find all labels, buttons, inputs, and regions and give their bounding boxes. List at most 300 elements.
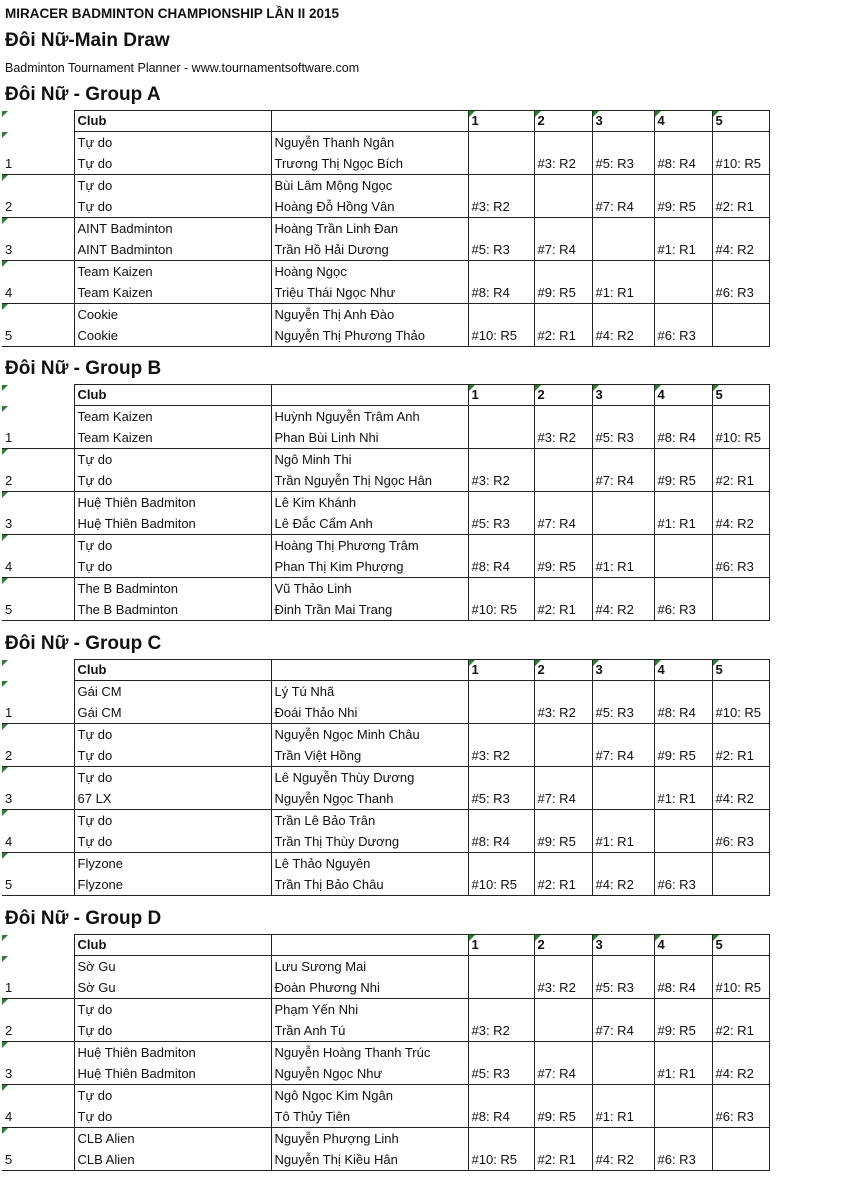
player-name: Trần Nguyễn Thị Ngọc Hân [271,470,468,492]
match-cell: #8: R4 [468,1085,534,1128]
match-cell: #2: R1 [712,175,769,218]
club-cell: Tự do [74,999,271,1021]
player-name: Đoàn Phương Nhi [271,977,468,999]
match-cell: #9: R5 [654,999,712,1042]
match-cell [592,1042,654,1085]
cell-marker-icon [2,660,8,666]
club-cell: Tự do [74,767,271,789]
player-name: Hoàng Thị Phương Trâm [271,535,468,557]
table-row [2,956,769,978]
match-cell: #8: R4 [654,406,712,449]
match-cell: #7: R4 [534,1042,592,1085]
match-cell: #2: R1 [712,724,769,767]
table-row [2,1042,769,1064]
cell-marker-icon [2,1085,8,1091]
match-cell [592,492,654,535]
cell-marker-icon [2,111,8,117]
header-round-2 [534,385,592,406]
match-cell: #8: R4 [654,956,712,999]
seed-marker-cell [2,724,74,746]
player-name: Ngô Minh Thi [271,449,468,471]
table-row [2,261,769,283]
cell-marker-icon [2,810,8,816]
match-cell: #4: R2 [592,1128,654,1171]
match-cell: #9: R5 [534,261,592,304]
cell-marker-icon [2,767,8,773]
player-name: Trần Lê Bảo Trân [271,810,468,832]
header-round-5-label: 5 [715,937,723,952]
seed-number: 2 [2,470,74,492]
match-cell: #1: R1 [592,261,654,304]
cell-marker-icon [593,660,599,666]
header-round-3 [592,385,654,406]
header-round-3 [592,111,654,132]
club-cell: Tự do [74,831,271,853]
match-cell [654,535,712,578]
seed-number: 1 [2,427,74,449]
cell-marker-icon [2,1128,8,1134]
club-cell: 67 LX [74,788,271,810]
match-cell: #3: R2 [534,956,592,999]
cell-marker-icon [713,385,719,391]
match-cell: #10: R5 [468,853,534,896]
cell-marker-icon [2,261,8,267]
cell-marker-icon [469,385,475,391]
match-cell: #5: R3 [468,492,534,535]
match-cell [534,449,592,492]
player-name: Trương Thị Ngọc Bích [271,153,468,175]
cell-marker-icon [535,111,541,117]
club-cell: Tự do [74,153,271,175]
header-club-label: Club [77,113,107,128]
table-row [2,175,769,197]
club-cell: Team Kaizen [74,427,271,449]
match-cell: #10: R5 [712,132,769,175]
player-name: Phan Thị Kim Phượng [271,556,468,578]
header-round-5-label: 5 [715,113,723,128]
player-name: Nguyễn Thị Kiều Hân [271,1149,468,1171]
match-cell: #3: R2 [534,406,592,449]
club-cell: Tự do [74,175,271,197]
club-cell: Huệ Thiên Badmiton [74,1063,271,1085]
seed-marker-cell [2,1085,74,1107]
match-cell [712,1128,769,1171]
match-cell: #4: R2 [592,578,654,621]
match-cell: #6: R3 [712,535,769,578]
cell-marker-icon [2,999,8,1005]
club-cell: Team Kaizen [74,261,271,283]
table-header-row [2,111,769,132]
club-cell: Flyzone [74,874,271,896]
header-club-label: Club [77,662,107,677]
seed-marker-cell [2,681,74,703]
club-cell: Tự do [74,196,271,218]
match-cell: #3: R2 [534,681,592,724]
player-name: Triệu Thái Ngọc Như [271,282,468,304]
cell-marker-icon [535,935,541,941]
match-cell: #6: R3 [654,1128,712,1171]
club-cell: Huệ Thiên Badmiton [74,1042,271,1064]
match-cell: #8: R4 [654,132,712,175]
header-round-3-label: 3 [595,387,603,402]
player-name: Lê Nguyễn Thùy Dương [271,767,468,789]
seed-number: 2 [2,196,74,218]
match-cell: #7: R4 [534,492,592,535]
match-cell: #1: R1 [592,535,654,578]
header-seed-cell [2,385,74,406]
club-cell: Gái CM [74,702,271,724]
table-row [2,999,769,1021]
club-cell: Cookie [74,304,271,326]
club-cell: CLB Alien [74,1128,271,1150]
cell-marker-icon [655,660,661,666]
match-cell: #3: R2 [468,449,534,492]
club-cell: CLB Alien [74,1149,271,1171]
club-cell: AINT Badminton [74,239,271,261]
match-cell: #7: R4 [592,999,654,1042]
player-name: Nguyễn Ngọc Minh Châu [271,724,468,746]
player-name: Nguyễn Ngọc Thanh [271,788,468,810]
table-row [2,492,769,514]
match-cell: #4: R2 [712,767,769,810]
table-row [2,578,769,600]
match-cell: #10: R5 [712,681,769,724]
seed-number: 3 [2,1063,74,1085]
table-header-row [2,660,769,681]
player-name: Nguyễn Ngọc Như [271,1063,468,1085]
cell-marker-icon [2,449,8,455]
cell-marker-icon [2,304,8,310]
match-cell: #9: R5 [534,535,592,578]
match-cell [654,810,712,853]
cell-marker-icon [2,385,8,391]
match-cell: #8: R4 [468,261,534,304]
header-round-3 [592,935,654,956]
club-cell: Tự do [74,1085,271,1107]
header-club [74,385,271,406]
match-cell [468,956,534,999]
group-table [2,384,770,621]
match-cell: #1: R1 [654,218,712,261]
seed-marker-cell [2,810,74,832]
match-cell: #4: R2 [712,492,769,535]
seed-number: 4 [2,556,74,578]
seed-number: 5 [2,1149,74,1171]
match-cell: #7: R4 [592,175,654,218]
cell-marker-icon [2,681,8,687]
club-cell: Team Kaizen [74,406,271,428]
table-header-row [2,935,769,956]
header-round-1 [468,111,534,132]
header-round-4-label: 4 [657,937,665,952]
match-cell: #5: R3 [592,406,654,449]
cell-marker-icon [2,132,8,138]
player-name: Lưu Sương Mai [271,956,468,978]
club-cell: Team Kaizen [74,282,271,304]
header-club [74,111,271,132]
player-name: Hoàng Trần Linh Đan [271,218,468,240]
table-row [2,1128,769,1150]
match-cell: #5: R3 [592,681,654,724]
match-cell: #4: R2 [592,304,654,347]
table-row [2,1085,769,1107]
match-cell: #6: R3 [712,810,769,853]
header-round-1 [468,935,534,956]
header-round-3-label: 3 [595,113,603,128]
cell-marker-icon [469,111,475,117]
match-cell: #10: R5 [468,578,534,621]
header-round-4-label: 4 [657,113,665,128]
match-cell: #2: R1 [712,449,769,492]
player-name: Nguyễn Thị Anh Đào [271,304,468,326]
match-cell: #8: R4 [468,810,534,853]
match-cell: #9: R5 [654,175,712,218]
match-cell: #5: R3 [468,1042,534,1085]
match-cell: #7: R4 [534,767,592,810]
seed-number: 5 [2,599,74,621]
match-cell [592,218,654,261]
header-seed-cell [2,111,74,132]
header-round-2 [534,660,592,681]
seed-marker-cell [2,999,74,1021]
club-cell: Tự do [74,724,271,746]
seed-number: 4 [2,831,74,853]
cell-marker-icon [593,385,599,391]
header-round-5 [712,935,769,956]
seed-marker-cell [2,218,74,240]
table-row [2,681,769,703]
group-title: Đôi Nữ - Group D [5,908,162,929]
seed-marker-cell [2,492,74,514]
seed-number: 4 [2,1106,74,1128]
cell-marker-icon [655,385,661,391]
match-cell: #10: R5 [712,956,769,999]
cell-marker-icon [2,406,8,412]
header-players [271,660,468,681]
header-players [271,111,468,132]
match-cell: #4: R2 [712,1042,769,1085]
club-cell: Huệ Thiên Badmiton [74,492,271,514]
header-club [74,660,271,681]
table-row [2,810,769,832]
match-cell: #10: R5 [468,304,534,347]
cell-marker-icon [2,218,8,224]
cell-marker-icon [2,1042,8,1048]
match-cell [654,1085,712,1128]
group-title: Đôi Nữ - Group B [5,358,162,379]
match-cell [592,767,654,810]
player-name: Ngô Ngọc Kim Ngân [271,1085,468,1107]
match-cell: #6: R3 [654,578,712,621]
match-cell: #5: R3 [468,218,534,261]
seed-number: 1 [2,702,74,724]
header-players [271,385,468,406]
match-cell [534,175,592,218]
seed-marker-cell [2,1128,74,1150]
header-round-4 [654,660,712,681]
player-name: Nguyễn Phượng Linh [271,1128,468,1150]
header-round-4 [654,935,712,956]
player-name: Lê Đắc Cẩm Anh [271,513,468,535]
header-round-5-label: 5 [715,662,723,677]
subtitle: Badminton Tournament Planner - www.tournamentsoftware.com [5,61,360,75]
seed-marker-cell [2,406,74,428]
match-cell: #1: R1 [654,492,712,535]
header-club-label: Club [77,387,107,402]
header-club-label: Club [77,937,107,952]
match-cell: #7: R4 [592,724,654,767]
match-cell: #3: R2 [534,132,592,175]
match-cell: #4: R2 [712,218,769,261]
player-name: Bùi Lâm Mộng Ngọc [271,175,468,197]
group-table [2,659,770,896]
header-round-2-label: 2 [537,662,545,677]
seed-number: 5 [2,325,74,347]
match-cell: #9: R5 [534,810,592,853]
seed-marker-cell [2,1042,74,1064]
player-name: Nguyễn Hoàng Thanh Trúc [271,1042,468,1064]
match-cell: #3: R2 [468,175,534,218]
cell-marker-icon [593,935,599,941]
club-cell: Tự do [74,132,271,154]
player-name: Vũ Thảo Linh [271,578,468,600]
match-cell: #9: R5 [654,449,712,492]
seed-marker-cell [2,578,74,600]
seed-number: 1 [2,153,74,175]
cell-marker-icon [2,724,8,730]
table-row [2,406,769,428]
seed-marker-cell [2,304,74,326]
seed-number: 3 [2,239,74,261]
header-round-4-label: 4 [657,387,665,402]
club-cell: Cookie [74,325,271,347]
cell-marker-icon [469,935,475,941]
seed-marker-cell [2,767,74,789]
match-cell [534,999,592,1042]
match-cell [534,724,592,767]
match-cell [712,578,769,621]
table-row [2,535,769,557]
header-round-5 [712,660,769,681]
match-cell [468,406,534,449]
header-round-5-label: 5 [715,387,723,402]
header-round-1-label: 1 [471,387,479,402]
cell-marker-icon [593,111,599,117]
club-cell: Tự do [74,535,271,557]
match-cell: #7: R4 [592,449,654,492]
player-name: Đoái Thảo Nhi [271,702,468,724]
cell-marker-icon [713,111,719,117]
seed-number: 4 [2,282,74,304]
match-cell: #5: R3 [592,132,654,175]
table-row [2,853,769,875]
player-name: Lê Kim Khánh [271,492,468,514]
header-round-3-label: 3 [595,662,603,677]
club-cell: The B Badminton [74,599,271,621]
group-title: Đôi Nữ - Group C [5,633,162,654]
group-table [2,110,770,347]
group-title: Đôi Nữ - Group A [5,84,161,105]
club-cell: Sờ Gu [74,977,271,999]
player-name: Lê Thảo Nguyên [271,853,468,875]
player-name: Trần Thị Thùy Dương [271,831,468,853]
header-round-1-label: 1 [471,937,479,952]
seed-number: 3 [2,788,74,810]
club-cell: Sờ Gu [74,956,271,978]
table-row [2,218,769,240]
player-name: Đinh Trần Mai Trang [271,599,468,621]
table-row [2,724,769,746]
match-cell: #5: R3 [468,767,534,810]
seed-marker-cell [2,175,74,197]
match-cell: #7: R4 [534,218,592,261]
seed-marker-cell [2,535,74,557]
match-cell: #1: R1 [592,1085,654,1128]
seed-number: 3 [2,513,74,535]
player-name: Trần Thị Bảo Châu [271,874,468,896]
match-cell: #9: R5 [654,724,712,767]
club-cell: The B Badminton [74,578,271,600]
match-cell [654,261,712,304]
match-cell: #2: R1 [534,578,592,621]
seed-number: 1 [2,977,74,999]
seed-marker-cell [2,956,74,978]
player-name: Hoàng Đỗ Hồng Vân [271,196,468,218]
match-cell: #6: R3 [712,1085,769,1128]
cell-marker-icon [2,956,8,962]
table-header-row [2,385,769,406]
cell-marker-icon [713,935,719,941]
table-row [2,767,769,789]
seed-marker-cell [2,853,74,875]
group-table [2,934,770,1171]
match-cell: #2: R1 [534,1128,592,1171]
match-cell: #10: R5 [712,406,769,449]
header-round-1-label: 1 [471,662,479,677]
match-cell: #1: R1 [592,810,654,853]
seed-number: 5 [2,874,74,896]
seed-marker-cell [2,132,74,154]
cell-marker-icon [2,935,8,941]
match-cell: #6: R3 [654,304,712,347]
header-round-2 [534,935,592,956]
club-cell: Flyzone [74,853,271,875]
header-round-2-label: 2 [537,113,545,128]
club-cell: Tự do [74,449,271,471]
player-name: Trần Anh Tú [271,1020,468,1042]
seed-marker-cell [2,449,74,471]
match-cell: #6: R3 [712,261,769,304]
club-cell: Tự do [74,470,271,492]
header-round-2 [534,111,592,132]
match-cell [712,853,769,896]
match-cell: #5: R3 [592,956,654,999]
club-cell: Gái CM [74,681,271,703]
player-name: Nguyễn Thanh Ngân [271,132,468,154]
match-cell: #2: R1 [534,304,592,347]
header-round-1-label: 1 [471,113,479,128]
header-round-1 [468,385,534,406]
player-name: Lý Tú Nhã [271,681,468,703]
seed-number: 2 [2,745,74,767]
header-players [271,935,468,956]
cell-marker-icon [2,578,8,584]
match-cell: #10: R5 [468,1128,534,1171]
club-cell: Tự do [74,1106,271,1128]
cell-marker-icon [655,111,661,117]
header-round-5 [712,111,769,132]
match-cell: #6: R3 [654,853,712,896]
